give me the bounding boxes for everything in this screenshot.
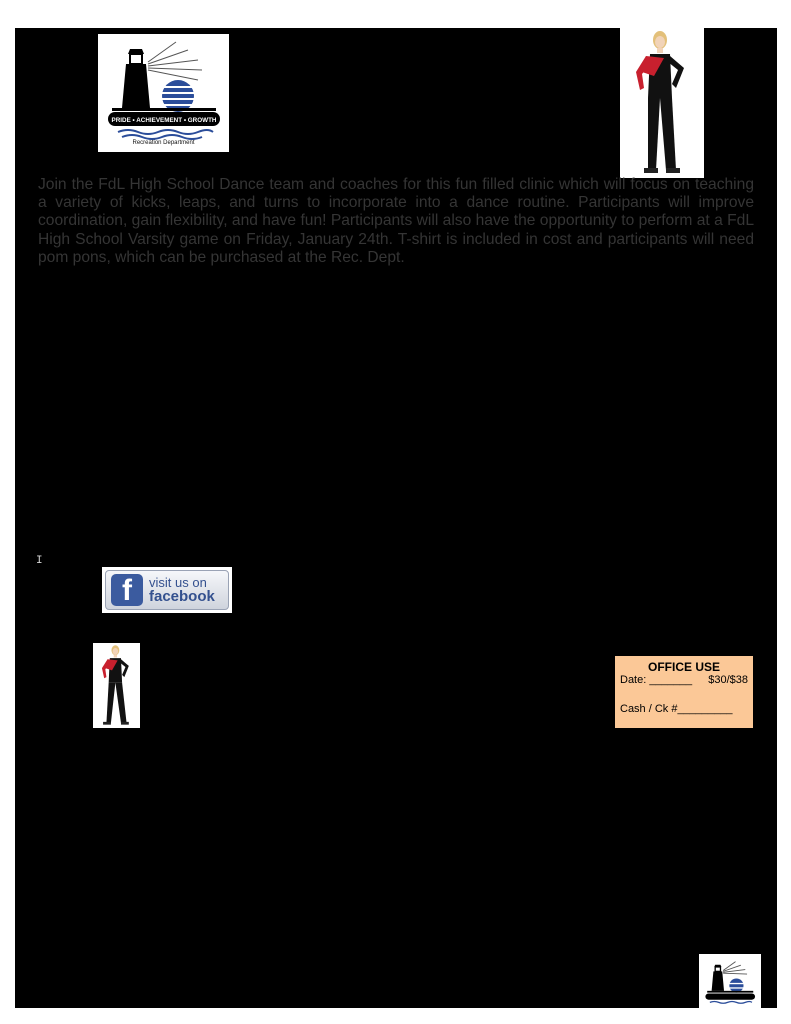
facebook-line1: visit us on (149, 575, 207, 590)
office-cash-label: Cash / Ck #_________ (620, 703, 733, 715)
facebook-text (149, 576, 215, 604)
office-use-title: OFFICE USE (647, 660, 720, 674)
office-cash-row (620, 703, 748, 716)
office-fee: $30/$38 (708, 674, 748, 686)
logo-caption: Recreation Department (132, 140, 195, 146)
dancer-figure-icon (620, 28, 704, 178)
logo-motto: PRIDE • ACHIEVEMENT • GROWTH (111, 117, 217, 124)
dancer-figure-small-icon (93, 643, 140, 728)
dancer-photo (620, 28, 704, 178)
office-use-box (615, 656, 753, 728)
school-district-logo-small (699, 954, 761, 1010)
school-district-logo (98, 34, 229, 152)
text-cursor-mark: I (36, 555, 43, 567)
lighthouse-logo-small-icon (701, 956, 759, 1008)
office-date-row (620, 674, 748, 687)
lighthouse-logo-icon (98, 34, 229, 142)
facebook-badge-inner (105, 570, 229, 610)
dancer-photo-small (93, 643, 140, 728)
office-date-label: Date: _______ (620, 674, 693, 686)
facebook-icon: f (111, 574, 143, 606)
clinic-description: Join the FdL High School Dance team and coaches for this fun filled clinic which will focus on teaching a variety of kicks, leaps, and turns to incorporate into a dance routine. Participants will improve coordination, gain flexibility, and have fun! Participants will also have the opportunity to perform at a FdL High School Varsity game on Friday, January 24th. T-shirt is included in cost and participants will need pom pons, which can be purchased at the Rec. Dept. (38, 176, 754, 266)
facebook-line2: facebook (149, 588, 215, 605)
facebook-badge[interactable] (102, 567, 232, 613)
